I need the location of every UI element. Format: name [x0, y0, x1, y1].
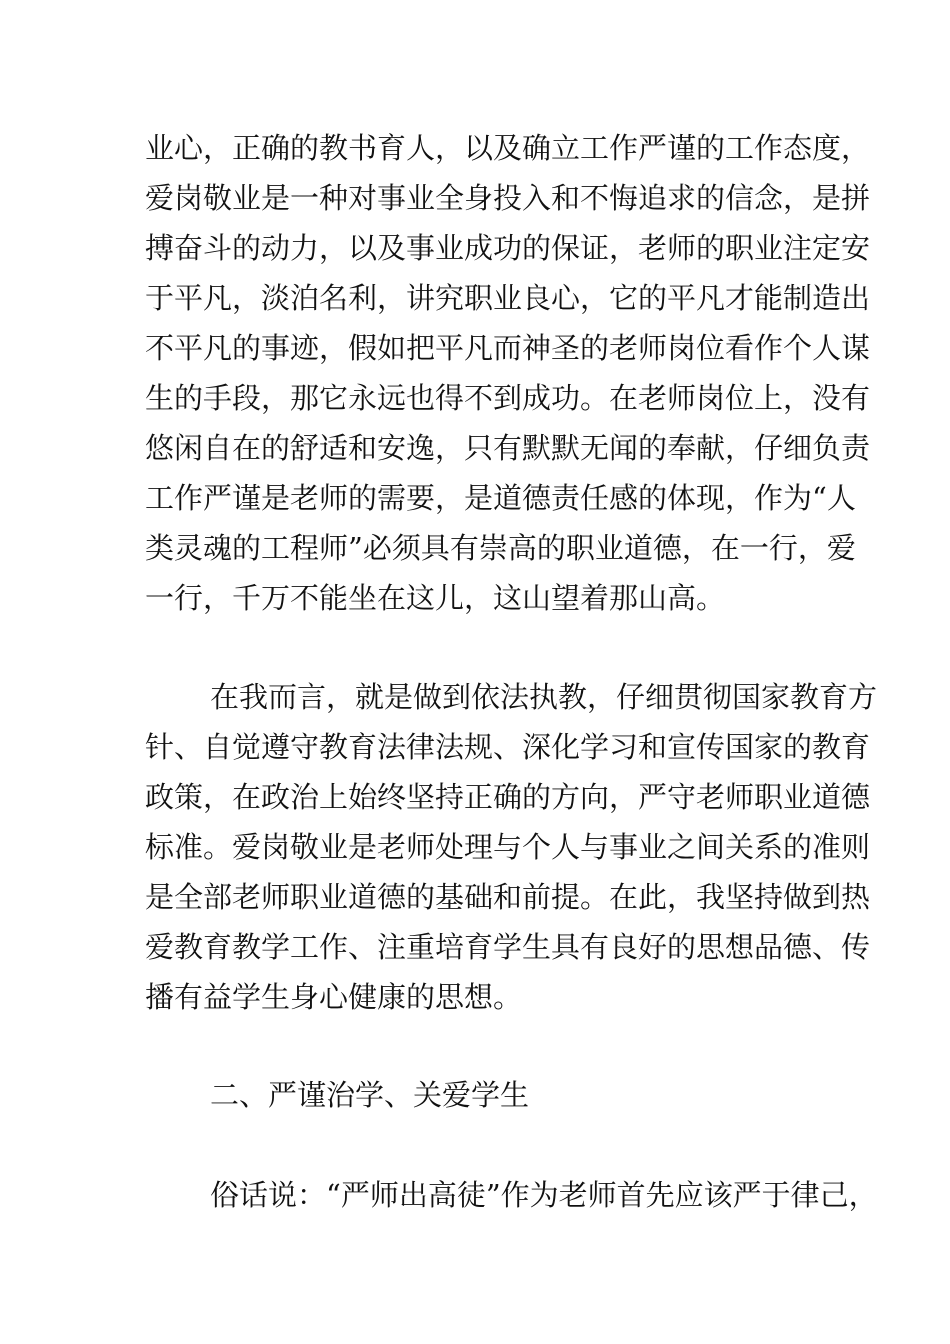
paragraph-2-line-7: 播有益学生身心健康的思想。 — [145, 980, 523, 1014]
paragraph-2-line-6: 爱教育教学工作、注重培育学生具有良好的思想品德、传 — [145, 930, 871, 964]
paragraph-1-line-8: 工作严谨是老师的需要，是道德责任感的体现，作为“人 — [145, 481, 856, 515]
paragraph-2-line-4: 标准。爱岗敬业是老师处理与个人与事业之间关系的准则 — [145, 830, 871, 864]
paragraph-2-line-1: 在我而言，就是做到依法执教，仔细贯彻国家教育方 — [210, 680, 878, 714]
paragraph-1-line-4: 于平凡，淡泊名利，讲究职业良心，它的平凡才能制造出 — [145, 281, 871, 315]
paragraph-2-line-3: 政策，在政治上始终坚持正确的方向，严守老师职业道德 — [145, 780, 871, 814]
paragraph-2-line-2: 针、自觉遵守教育法律法规、深化学习和宣传国家的教育 — [145, 730, 871, 764]
paragraph-2-line-5: 是全部老师职业道德的基础和前提。在此，我坚持做到热 — [145, 880, 871, 914]
paragraph-1-line-6: 生的手段，那它永远也得不到成功。在老师岗位上，没有 — [145, 381, 871, 415]
section-heading: 二、严谨治学、关爱学生 — [210, 1078, 530, 1112]
paragraph-1-line-2: 爱岗敬业是一种对事业全身投入和不悔追求的信念，是拼 — [145, 181, 871, 215]
paragraph-1-line-10: 一行，千万不能坐在这儿，这山望着那山高。 — [145, 581, 726, 615]
paragraph-1-line-7: 悠闲自在的舒适和安逸，只有默默无闻的奉献，仔细负责 — [145, 431, 871, 465]
paragraph-1-line-9: 类灵魂的工程师”必须具有崇高的职业道德，在一行，爱 — [145, 531, 856, 565]
paragraph-1-line-3: 搏奋斗的动力，以及事业成功的保证，老师的职业注定安 — [145, 231, 871, 265]
paragraph-3-line-1: 俗话说：“严师出高徒”作为老师首先应该严于律己， — [210, 1178, 878, 1212]
paragraph-1-line-5: 不平凡的事迹，假如把平凡而神圣的老师岗位看作个人谋 — [145, 331, 871, 365]
paragraph-1-line-1: 业心，正确的教书育人，以及确立工作严谨的工作态度， — [145, 131, 871, 165]
